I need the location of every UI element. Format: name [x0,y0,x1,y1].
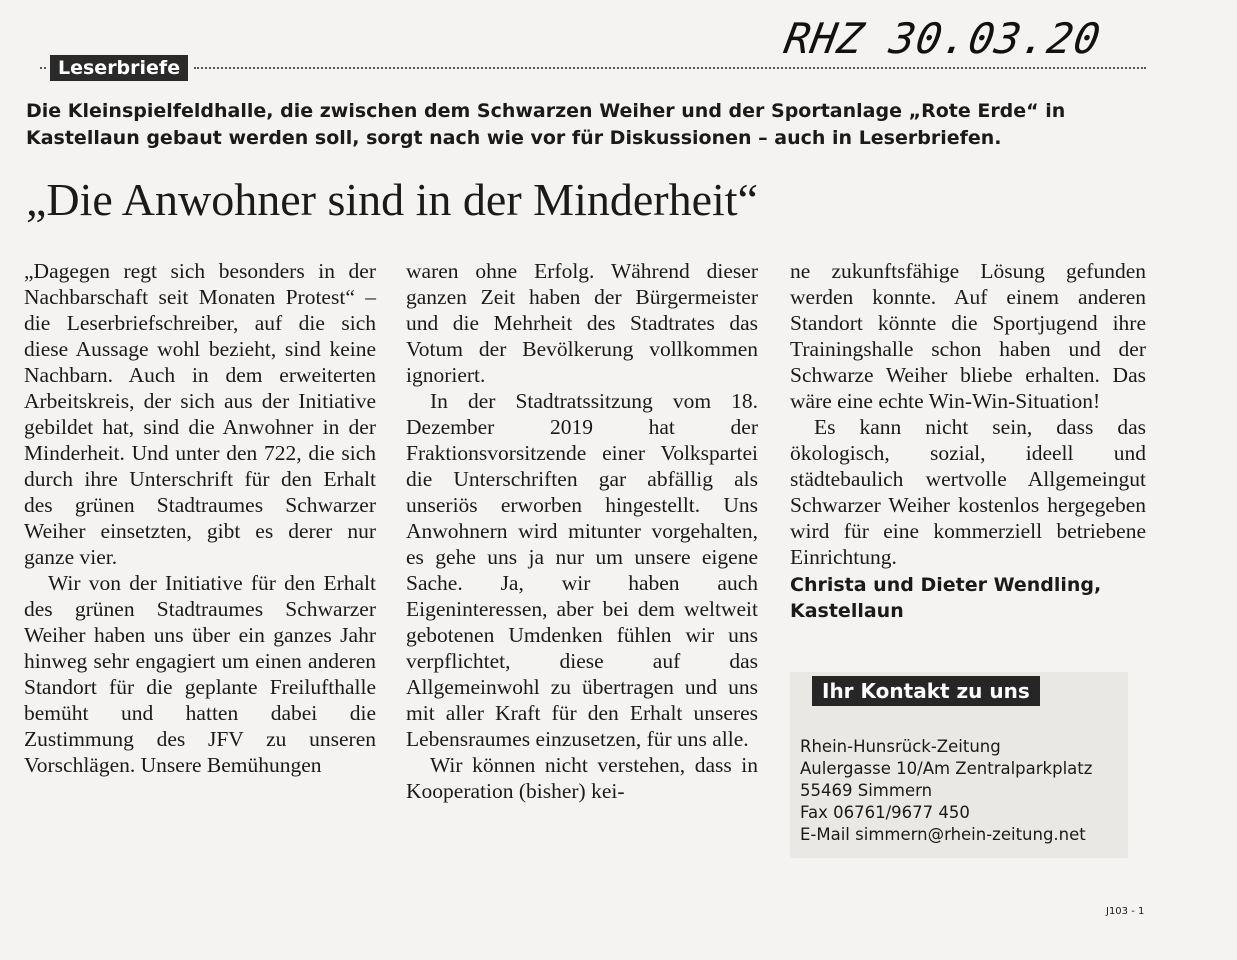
contact-title: Ihr Kontakt zu uns [812,676,1040,706]
contact-address: Aulergasse 10/Am Zentralparkplatz [800,759,1093,778]
paragraph: Wir von der Initiative für den Erhalt des grünen Stadtraumes Schwarzer Weiher haben uns über ein ganzes Jahr hinweg sehr engagiert um einen anderen Standort für die geplante Freilufthalle bemüht und hatten dabei die Zustimmung des JFV zu unseren Vorschlägen. Unsere Bemühungen [24,571,376,777]
paragraph: Es kann nicht sein, dass das ökologisch, sozial, ideell und städtebaulich wertvolle Allgemeingut Schwarzer Weiher kostenlos hergegeben wird für eine kommerziell betriebene Einrichtung. [790,415,1146,569]
letter-author: Christa und Dieter Wendling, Kastellaun [790,574,1102,622]
contact-details [800,736,1092,846]
contact-publisher: Rhein-Hunsrück-Zeitung [800,737,1001,756]
section-kicker-row [40,53,1146,83]
paragraph: ne zukunftsfähige Lösung gefunden werden konnte. Auf einem anderen Standort könnte die Sportjugend ihre Trainingshalle schon haben und der Schwarze Weiher bliebe erhalten. Das wäre eine echte Win-Win-Situation! [790,259,1146,413]
handwritten-date-note: RHZ 30.03.20 [780,14,1105,63]
kicker-rule-left [40,67,46,69]
article-column-2 [406,258,758,804]
paragraph: waren ohne Erfolg. Während dieser ganzen Zeit haben der Bürgermeister und die Mehrheit des Stadtrates das Votum der Bevölkerung vollkommen ignoriert. [406,259,758,387]
article-column-1 [24,258,376,778]
section-kicker: Leserbriefe [50,55,188,81]
footer-code: J103 - 1 [1106,906,1145,917]
paragraph: „Dagegen regt sich besonders in der Nachbarschaft seit Monaten Protest“ – die Leserbriefschreiber, auf die sich diese Aussage wohl bezieht, sind keine Nachbarn. Auch in dem erweiterten Arbeitskreis, der sich aus der Initiative gebildet hat, sind die Anwohner in der Minderheit. Und unter den 722, die sich durch ihre Unterschrift für den Erhalt des grünen Stadtraumes Schwarzer Weiher einsetzten, gibt es derer nur ganze vier. [24,259,376,569]
article-column-3 [790,258,1146,624]
contact-email: E-Mail simmern@rhein-zeitung.net [800,825,1086,844]
paragraph: In der Stadtratssitzung vom 18. Dezember 2019 hat der Fraktionsvorsitzende einer Volkspartei die Unterschriften gar abfällig als unseriös erworben hingestellt. Uns Anwohnern wird mitunter vorgehalten, es gehe uns ja nur um unsere eigene Sache. Ja, wir haben auch Eigeninteressen, aber bei dem weltweit gebotenen Umdenken fühlen wir uns verpflichtet, diese auf das Allgemeinwohl zu übertragen und uns mit aller Kraft für den Erhalt unseres Lebensraumes einzusetzen, für uns alle. [406,389,758,751]
contact-fax: Fax 06761/9677 450 [800,803,970,822]
headline: „Die Anwohner sind in der Minderheit“ [26,174,758,225]
contact-city: 55469 Simmern [800,781,933,800]
kicker-rule-right [194,67,1146,69]
intro-lead: Die Kleinspielfeldhalle, die zwischen dem Schwarzen Weiher und der Sportanlage „Rote Erde“ in Kastellaun gebaut werden soll, sorgt nach wie vor für Diskussionen – auch in Leserbriefen. [26,100,1066,149]
paragraph: Wir können nicht verstehen, dass in Kooperation (bisher) kei- [406,753,758,803]
